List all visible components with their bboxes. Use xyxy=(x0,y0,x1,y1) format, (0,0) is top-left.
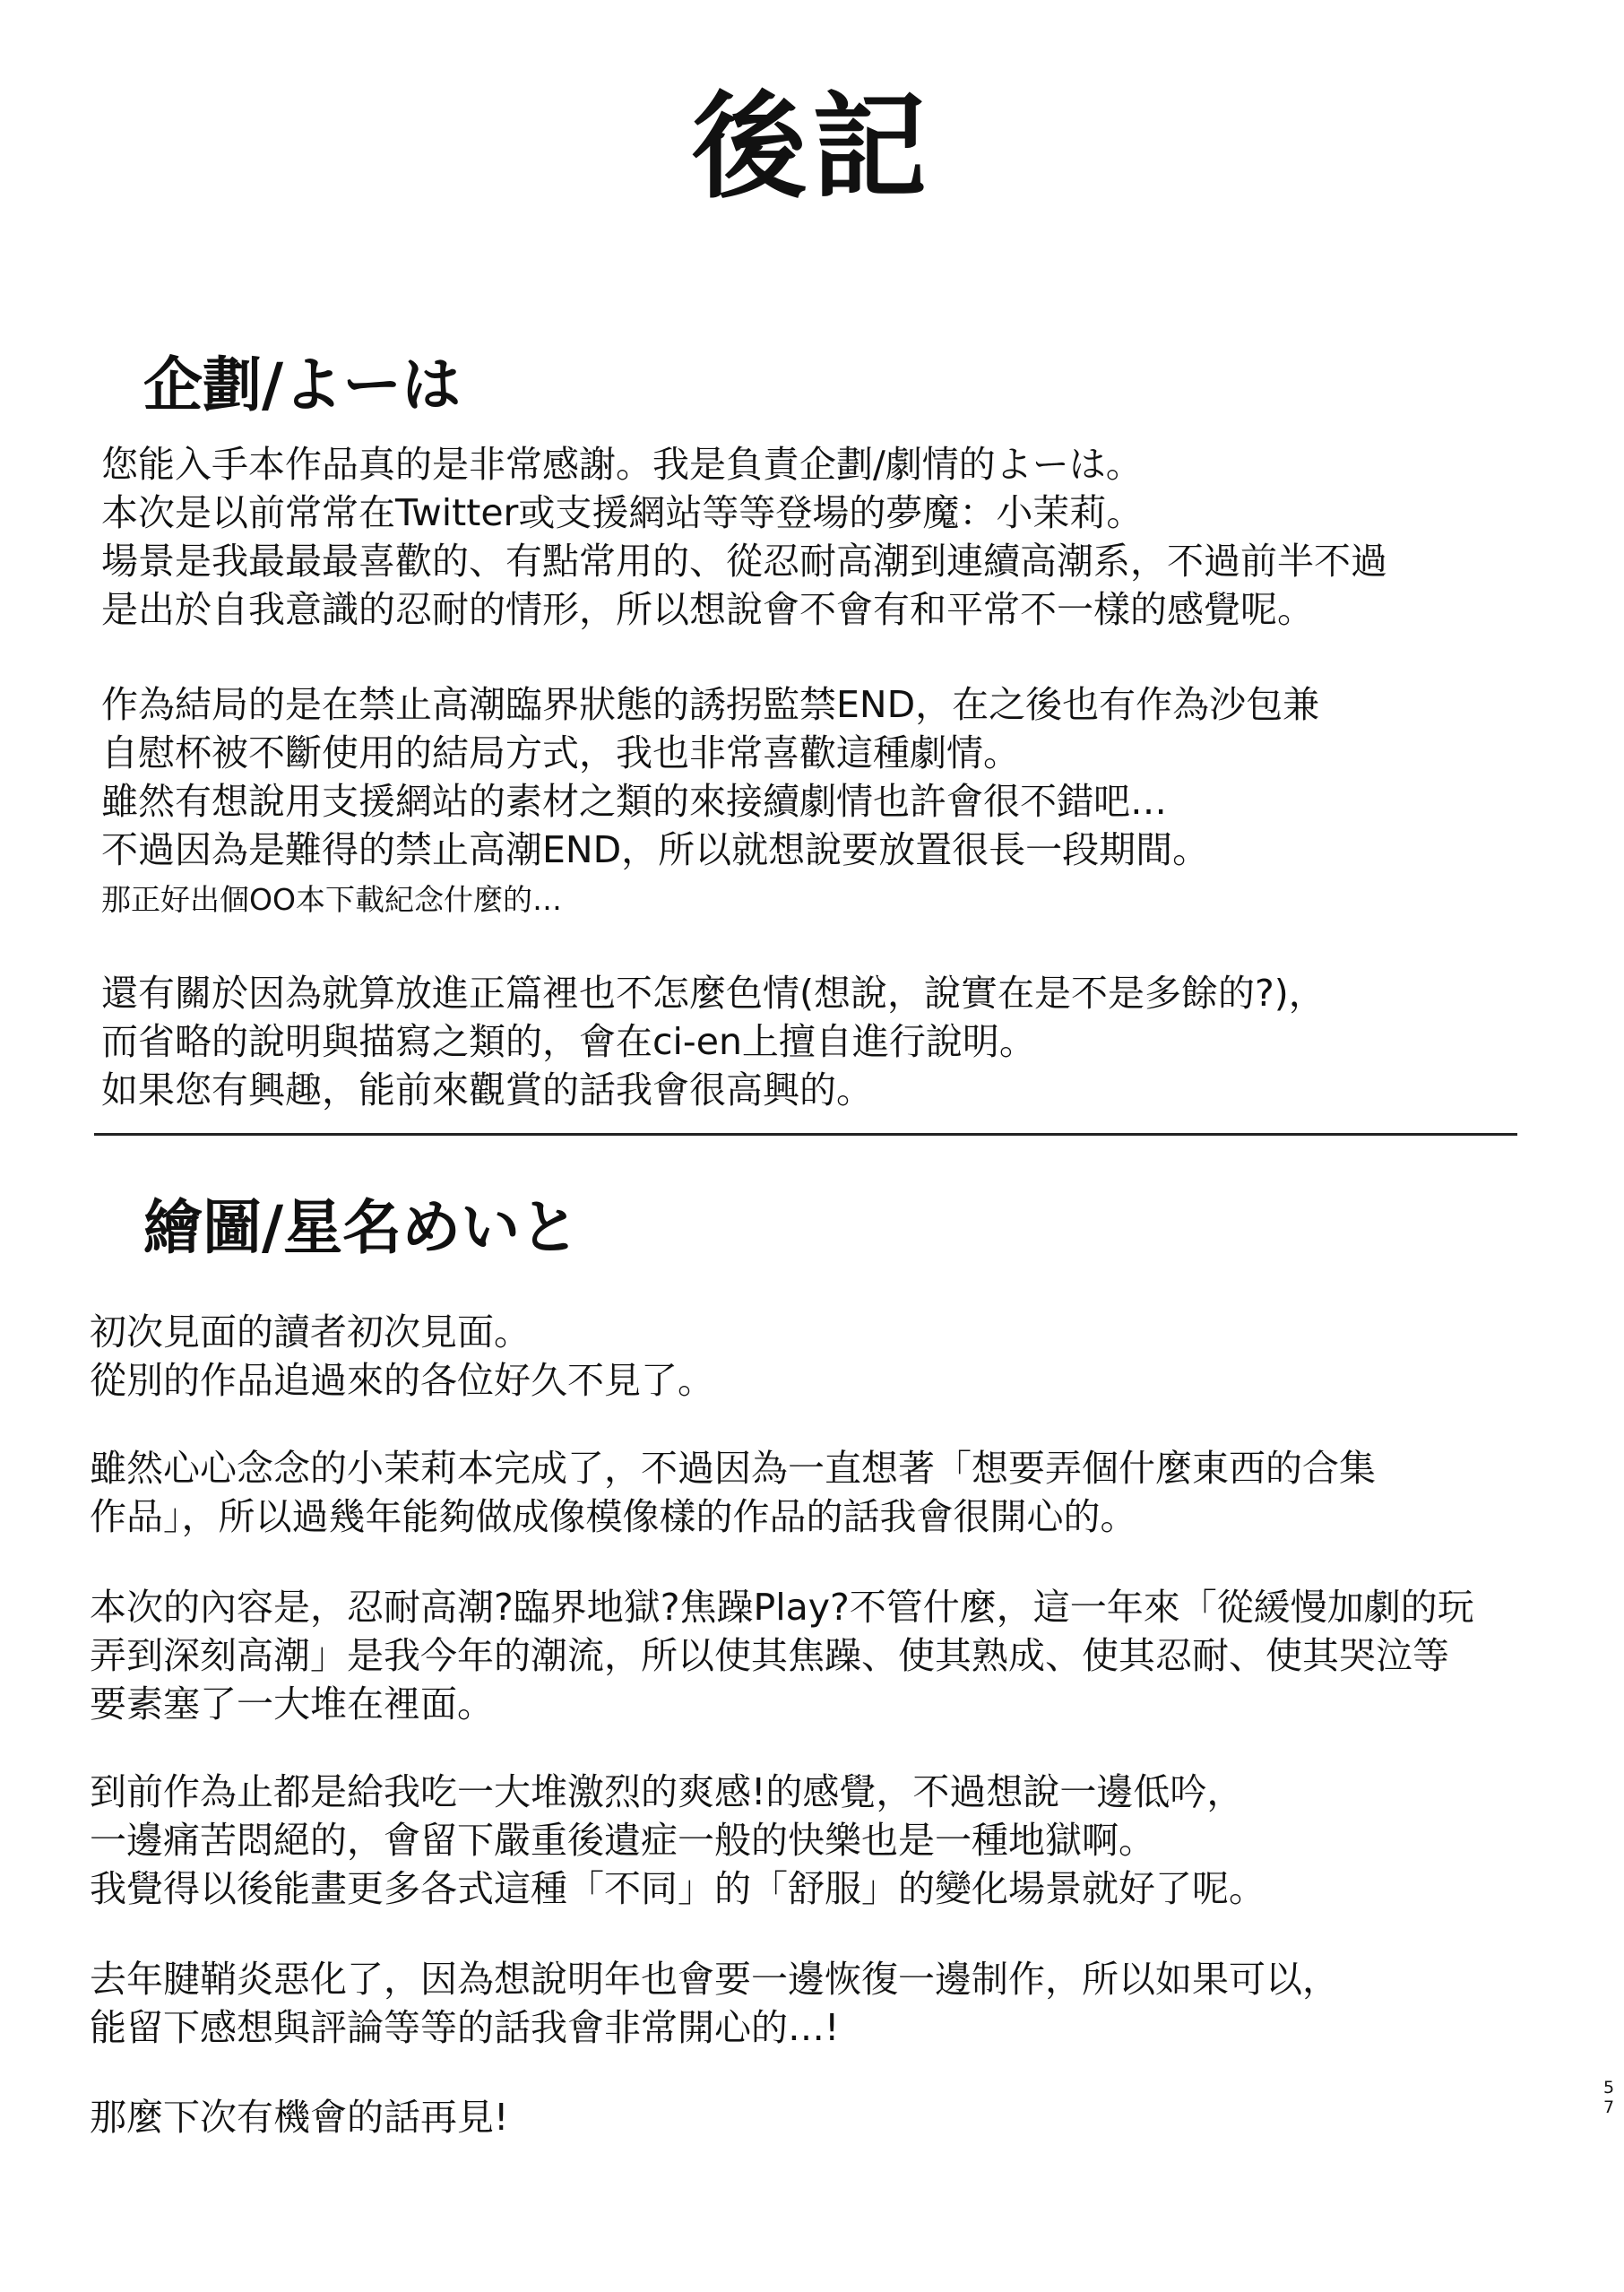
paragraph-line: 您能入手本作品真的是非常感謝。我是負責企劃/劇情的よーは。 xyxy=(101,443,1143,486)
page-number: 5 7 xyxy=(1602,2078,1615,2117)
paragraph-line: 如果您有興趣，能前來觀賞的話我會很高興的。 xyxy=(101,1068,873,1111)
paragraph-line: 是出於自我意識的忍耐的情形，所以想說會不會有和平常不一樣的感覺呢。 xyxy=(101,588,1314,631)
paragraph-line: 本次的內容是，忍耐高潮?臨界地獄?焦躁Play?不管什麼，這一年來「從緩慢加劇的玩 xyxy=(90,1586,1474,1629)
paragraph-line: 場景是我最最最喜歡的、有點常用的、從忍耐高潮到連續高潮系，不過前半不過 xyxy=(101,540,1387,583)
paragraph-line: 一邊痛苦悶絕的，會留下嚴重後遺症一般的快樂也是一種地獄啊。 xyxy=(90,1819,1155,1862)
paragraph-line: 弄到深刻高潮」是我今年的潮流，所以使其焦躁、使其熟成、使其忍耐、使其哭泣等 xyxy=(90,1634,1449,1677)
section-heading-planning: 企劃/よーは xyxy=(143,350,462,419)
section-heading-illustration: 繪圖/星名めいと xyxy=(143,1193,580,1262)
paragraph-line: 從別的作品追過來的各位好久不見了。 xyxy=(90,1359,714,1402)
paragraph-line: 本次是以前常常在Twitter或支援網站等等登場的夢魔：小茉莉。 xyxy=(101,491,1144,534)
paragraph-line: 而省略的說明與描寫之類的，會在ci-en上擅自進行說明。 xyxy=(101,1020,1036,1063)
paragraph-line: 那麼下次有機會的話再見! xyxy=(90,2096,509,2139)
section-divider xyxy=(94,1133,1517,1136)
paragraph-line: 作為結局的是在禁止高潮臨界狀態的誘拐監禁END，在之後也有作為沙包兼 xyxy=(101,683,1320,726)
paragraph-line: 自慰杯被不斷使用的結局方式，我也非常喜歡這種劇情。 xyxy=(101,731,1020,774)
paragraph-line: 不過因為是難得的禁止高潮END，所以就想說要放置很長一段期間。 xyxy=(101,828,1210,871)
paragraph-line: 雖然心心念念的小茉莉本完成了，不過因為一直想著「想要弄個什麼東西的合集 xyxy=(90,1447,1376,1490)
paragraph-line: 到前作為止都是給我吃一大堆激烈的爽感!的感覺，不過想說一邊低吟， xyxy=(90,1770,1244,1813)
page-title: 後記 xyxy=(691,81,932,214)
paragraph-line: 還有關於因為就算放進正篇裡也不怎麼色情(想說，說實在是不是多餘的?)， xyxy=(101,972,1326,1015)
paragraph-line: 雖然有想說用支援網站的素材之類的來接續劇情也許會很不錯吧… xyxy=(101,780,1167,823)
paragraph-line: 我覺得以後能畫更多各式這種「不同」的「舒服」的變化場景就好了呢。 xyxy=(90,1867,1266,1910)
paragraph-line: 作品」，所以過幾年能夠做成像模像樣的作品的話我會很開心的。 xyxy=(90,1495,1137,1538)
paragraph-line: 初次見面的讀者初次見面。 xyxy=(90,1310,531,1354)
paragraph-line: 去年腱鞘炎惡化了，因為想說明年也會要一邊恢復一邊制作，所以如果可以， xyxy=(90,1958,1339,2001)
paragraph-line: 要素塞了一大堆在裡面。 xyxy=(90,1682,494,1725)
paragraph-line-small: 那正好出個OO本下載紀念什麼的… xyxy=(101,882,562,917)
paragraph-line: 能留下感想與評論等等的話我會非常開心的…! xyxy=(90,2006,840,2049)
